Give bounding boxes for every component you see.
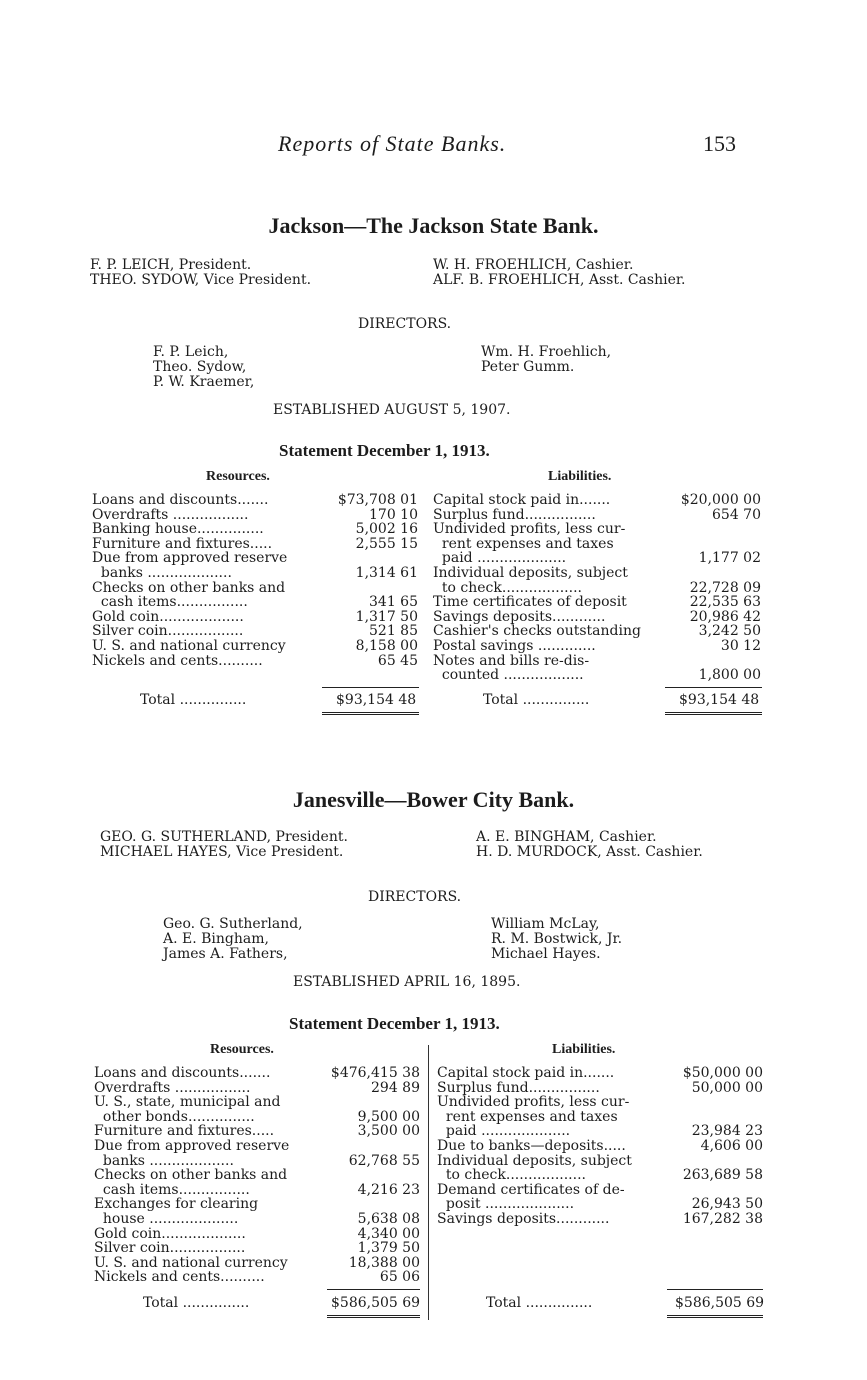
row-amount: 1,314 61 — [355, 564, 418, 581]
row-amount: 4,340 00 — [357, 1225, 420, 1242]
row-amount: 5,638 08 — [357, 1210, 420, 1227]
row-amount: 23,984 23 — [691, 1123, 763, 1140]
total-liabilities: $93,154 48 — [679, 692, 760, 708]
resources-heading: Resources. — [210, 1042, 274, 1057]
row-amount: 263,689 58 — [682, 1167, 763, 1184]
row-amount: 1,177 02 — [698, 550, 761, 567]
row-label: house .................... — [94, 1210, 239, 1227]
row-label: other bonds............... — [94, 1108, 255, 1125]
row-label: Gold coin................... — [94, 1225, 246, 1242]
table-row — [433, 508, 761, 523]
table-row — [92, 654, 418, 669]
table-row — [94, 1081, 420, 1096]
table-row — [437, 1066, 763, 1081]
resources-table — [92, 493, 418, 668]
row-amount: 50,000 00 — [691, 1079, 763, 1096]
row-label: Savings deposits............ — [433, 608, 606, 625]
table-row — [94, 1110, 420, 1125]
table-row — [437, 1095, 763, 1110]
row-label: Due from approved reserve — [92, 550, 288, 567]
row-label: Gold coin................... — [92, 608, 244, 625]
row-amount: 65 06 — [379, 1269, 420, 1286]
row-label: Postal savings ............. — [433, 637, 596, 654]
table-row — [437, 1081, 763, 1096]
row-label: Silver coin................. — [94, 1240, 246, 1257]
table-row — [433, 537, 761, 552]
row-amount: 4,216 23 — [357, 1181, 420, 1198]
resources-table — [94, 1066, 420, 1285]
directors-right — [491, 917, 622, 962]
table-row — [94, 1212, 420, 1227]
row-label: Savings deposits............ — [437, 1210, 610, 1227]
table-row — [94, 1197, 420, 1212]
total-double-rule — [667, 1315, 763, 1318]
row-label: Overdrafts ................. — [94, 1079, 251, 1096]
row-label: Undivided profits, less cur- — [433, 521, 626, 538]
row-amount: 22,728 09 — [689, 579, 761, 596]
row-label: banks ................... — [94, 1152, 234, 1169]
row-label: Silver coin................. — [92, 623, 244, 640]
table-row — [92, 537, 418, 552]
row-label: rent expenses and taxes — [433, 535, 614, 552]
total-label: Total ............... — [483, 692, 590, 708]
table-row — [94, 1183, 420, 1198]
row-amount: 167,282 38 — [682, 1210, 763, 1227]
total-double-rule — [322, 712, 419, 715]
row-label: counted .................. — [433, 667, 584, 684]
liabilities-table — [433, 493, 761, 683]
row-label: paid .................... — [437, 1123, 571, 1140]
table-row — [94, 1124, 420, 1139]
table-row — [92, 610, 418, 625]
officer: W. H. FROEHLICH, Cashier. — [433, 257, 634, 273]
row-label: Demand certificates of de- — [437, 1181, 625, 1198]
table-row — [437, 1154, 763, 1169]
total-resources: $586,505 69 — [331, 1295, 421, 1311]
row-amount: 8,158 00 — [355, 637, 418, 654]
director: P. W. Kraemer, — [153, 374, 255, 390]
row-amount: 30 12 — [720, 637, 761, 654]
table-row — [92, 624, 418, 639]
table-row — [94, 1168, 420, 1183]
directors-left — [153, 345, 254, 390]
row-label: to check.................. — [437, 1167, 586, 1184]
officers-right — [433, 258, 685, 288]
row-amount: 9,500 00 — [357, 1108, 420, 1125]
row-label: Banking house............... — [92, 521, 264, 538]
table-row — [92, 508, 418, 523]
row-amount: 4,606 00 — [700, 1137, 763, 1154]
officers-right — [476, 830, 703, 860]
total-resources: $93,154 48 — [336, 692, 417, 708]
total-label: Total ............... — [486, 1295, 593, 1311]
row-amount: 65 45 — [377, 652, 418, 669]
row-amount: 521 85 — [369, 623, 418, 640]
row-amount: 5,002 16 — [355, 521, 418, 538]
running-header: Reports of State Banks. — [278, 131, 507, 156]
directors-left — [163, 917, 303, 962]
table-row — [433, 566, 761, 581]
director: James A. Fathers, — [163, 946, 288, 962]
table-row — [94, 1139, 420, 1154]
director: William McLay, — [491, 916, 600, 932]
row-label: Individual deposits, subject — [437, 1152, 632, 1169]
resources-heading: Resources. — [206, 469, 270, 484]
row-label: Due to banks—deposits..... — [437, 1137, 626, 1154]
officer: F. P. LEICH, President. — [90, 257, 252, 273]
column-divider — [428, 1045, 429, 1320]
total-double-rule — [327, 1315, 420, 1318]
row-amount: 22,535 63 — [689, 594, 761, 611]
row-label: cash items................ — [94, 1181, 250, 1198]
row-amount: $50,000 00 — [682, 1065, 763, 1081]
statement-heading: Statement December 1, 1913. — [279, 441, 490, 460]
established-date: ESTABLISHED APRIL 16, 1895. — [293, 974, 521, 990]
row-label: Capital stock paid in....... — [433, 492, 611, 508]
row-label: posit .................... — [437, 1196, 575, 1213]
row-label: Surplus fund................ — [437, 1079, 600, 1096]
table-row — [92, 595, 418, 610]
established-date: ESTABLISHED AUGUST 5, 1907. — [273, 402, 511, 418]
row-amount: 341 65 — [369, 594, 418, 611]
table-row — [437, 1183, 763, 1198]
table-row — [437, 1212, 763, 1227]
row-amount: 170 10 — [369, 506, 418, 523]
row-amount: $20,000 00 — [680, 492, 761, 508]
table-row — [433, 493, 761, 508]
table-row — [433, 610, 761, 625]
table-row — [433, 522, 761, 537]
table-row — [94, 1227, 420, 1242]
table-row — [433, 551, 761, 566]
director: Geo. G. Sutherland, — [163, 916, 303, 932]
page-number: 153 — [703, 131, 736, 156]
table-row — [92, 522, 418, 537]
row-label: Loans and discounts....... — [94, 1065, 271, 1081]
row-label: U. S., state, municipal and — [94, 1094, 281, 1111]
row-amount: 1,317 50 — [355, 608, 418, 625]
table-row — [92, 551, 418, 566]
row-label: Furniture and fixtures..... — [92, 535, 273, 552]
row-label: Furniture and fixtures..... — [94, 1123, 275, 1140]
director: A. E. Bingham, — [163, 931, 269, 947]
row-label: Undivided profits, less cur- — [437, 1094, 630, 1111]
table-row — [94, 1270, 420, 1285]
row-amount: 1,379 50 — [357, 1240, 420, 1257]
officer: GEO. G. SUTHERLAND, President. — [100, 829, 348, 845]
row-label: Surplus fund................ — [433, 506, 596, 523]
row-label: Checks on other banks and — [92, 579, 286, 596]
total-label: Total ............... — [143, 1295, 250, 1311]
bank-title: Jackson—The Jackson State Bank. — [268, 213, 599, 238]
director: F. P. Leich, — [153, 344, 229, 360]
officer: THEO. SYDOW, Vice President. — [90, 272, 312, 288]
sum-rule — [667, 1289, 763, 1290]
row-label: paid .................... — [433, 550, 567, 567]
director: Michael Hayes. — [491, 946, 601, 962]
officer: A. E. BINGHAM, Cashier. — [476, 829, 657, 845]
table-row — [437, 1124, 763, 1139]
table-row — [92, 639, 418, 654]
row-amount: 2,555 15 — [355, 535, 418, 552]
row-amount: 20,986 42 — [689, 608, 761, 625]
row-label: Cashier's checks outstanding — [433, 623, 641, 640]
table-row — [92, 566, 418, 581]
row-amount: 62,768 55 — [348, 1152, 420, 1169]
row-label: Loans and discounts....... — [92, 492, 269, 508]
directors-right — [481, 345, 611, 375]
total-liabilities: $586,505 69 — [675, 1295, 765, 1311]
sum-rule — [665, 687, 762, 688]
officer: H. D. MURDOCK, Asst. Cashier. — [476, 844, 703, 860]
row-label: Due from approved reserve — [94, 1137, 290, 1154]
statement-heading: Statement December 1, 1913. — [289, 1014, 500, 1033]
officers-left — [100, 830, 348, 860]
row-label: cash items................ — [92, 594, 248, 611]
row-label: Capital stock paid in....... — [437, 1065, 615, 1081]
row-label: to check.................. — [433, 579, 582, 596]
row-label: Nickels and cents.......... — [92, 652, 263, 669]
table-row — [92, 581, 418, 596]
sum-rule — [327, 1289, 420, 1290]
table-row — [94, 1241, 420, 1256]
table-row — [92, 493, 418, 508]
row-label: banks ................... — [92, 564, 232, 581]
row-amount: 1,800 00 — [698, 667, 761, 684]
liabilities-heading: Liabilities. — [552, 1042, 616, 1057]
bank-title: Janesville—Bower City Bank. — [292, 787, 575, 812]
row-amount: $476,415 38 — [330, 1065, 420, 1081]
table-row — [437, 1139, 763, 1154]
officer: ALF. B. FROEHLICH, Asst. Cashier. — [433, 272, 686, 288]
total-label: Total ............... — [140, 692, 247, 708]
director: Wm. H. Froehlich, — [481, 344, 612, 360]
table-row — [94, 1095, 420, 1110]
officers-left — [90, 258, 311, 288]
table-row — [433, 624, 761, 639]
table-row — [433, 654, 761, 669]
director: R. M. Bostwick, Jr. — [491, 931, 623, 947]
liabilities-table — [437, 1066, 763, 1227]
directors-heading: DIRECTORS. — [368, 889, 462, 905]
row-label: Time certificates of deposit — [433, 594, 627, 611]
row-label: Overdrafts ................. — [92, 506, 249, 523]
director: Peter Gumm. — [481, 359, 575, 375]
table-row — [433, 639, 761, 654]
row-label: rent expenses and taxes — [437, 1108, 618, 1125]
row-amount: 26,943 50 — [691, 1196, 763, 1213]
director: Theo. Sydow, — [153, 359, 247, 375]
row-amount: 294 89 — [371, 1079, 420, 1096]
officer: MICHAEL HAYES, Vice President. — [100, 844, 344, 860]
table-row — [433, 595, 761, 610]
table-row — [437, 1197, 763, 1212]
row-amount: 3,242 50 — [698, 623, 761, 640]
table-row — [94, 1066, 420, 1081]
table-row — [437, 1168, 763, 1183]
sum-rule — [322, 687, 419, 688]
row-label: Checks on other banks and — [94, 1167, 288, 1184]
row-amount: 654 70 — [712, 506, 761, 523]
table-row — [437, 1110, 763, 1125]
table-row — [94, 1256, 420, 1271]
directors-heading: DIRECTORS. — [358, 316, 452, 332]
table-row — [433, 581, 761, 596]
row-amount: $73,708 01 — [337, 492, 418, 508]
row-label: U. S. and national currency — [92, 637, 286, 654]
table-row — [94, 1154, 420, 1169]
total-double-rule — [665, 712, 762, 715]
row-label: U. S. and national currency — [94, 1254, 288, 1271]
row-label: Exchanges for clearing — [94, 1196, 259, 1213]
row-amount: 3,500 00 — [357, 1123, 420, 1140]
row-label: Nickels and cents.......... — [94, 1269, 265, 1286]
row-label: Individual deposits, subject — [433, 564, 628, 581]
table-row — [433, 668, 761, 683]
liabilities-heading: Liabilities. — [548, 469, 612, 484]
row-label: Notes and bills re-dis- — [433, 652, 590, 669]
row-amount: 18,388 00 — [348, 1254, 420, 1271]
